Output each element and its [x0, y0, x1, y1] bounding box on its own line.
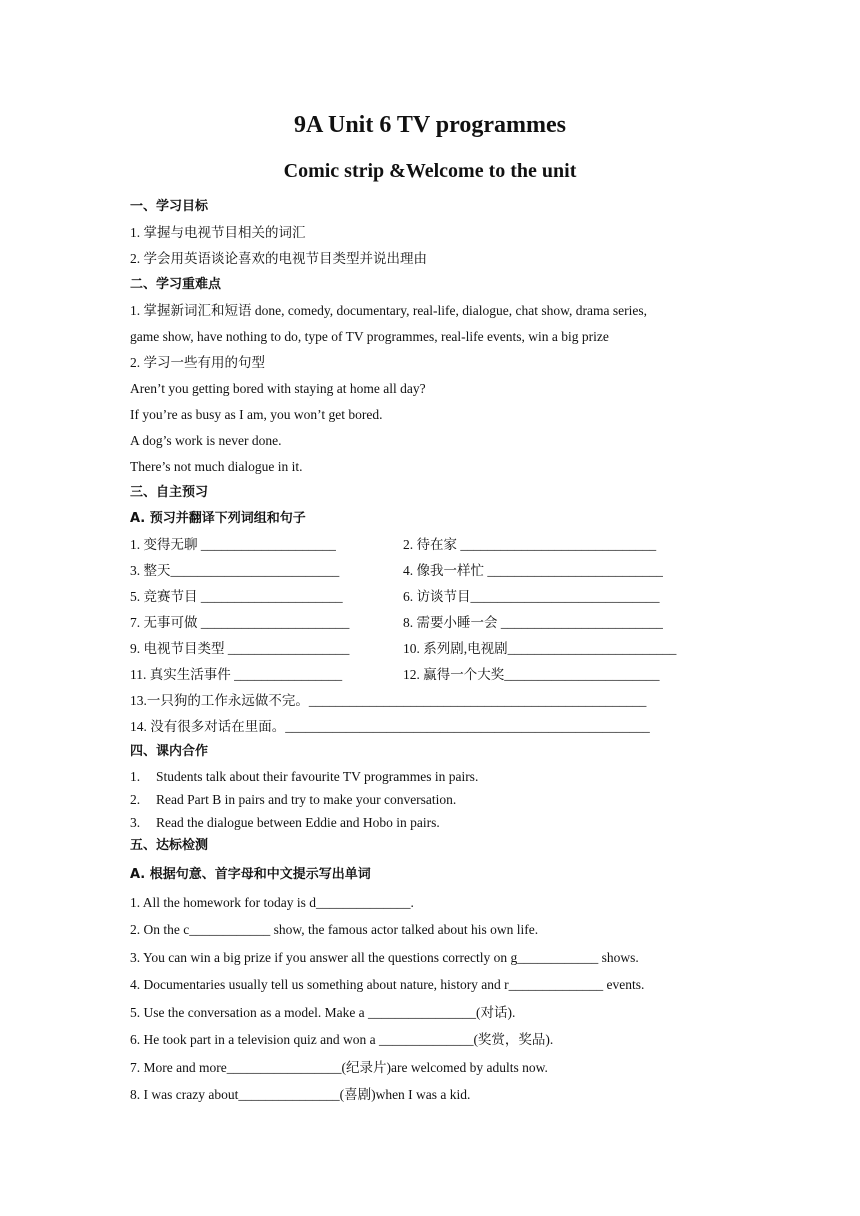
- translate-item: 3. 整天_________________________: [130, 563, 340, 578]
- translate-item: 6. 访谈节目____________________________: [403, 589, 660, 604]
- section-heading-goals: 一、学习目标: [130, 199, 209, 214]
- translate-item: 1. 变得无聊 ____________________: [130, 537, 336, 552]
- cooperation-item: [130, 814, 440, 832]
- translate-item: 9. 电视节目类型 __________________: [130, 641, 350, 656]
- sentence-pattern: A dog’s work is never done.: [130, 433, 282, 448]
- item-text: Read Part B in pairs and try to make your conversation.: [156, 792, 457, 807]
- exercise-item: 7. More and more_________________(纪录片)are welcomed by adults now.: [130, 1060, 548, 1075]
- translate-item: 7. 无事可做 ______________________: [130, 615, 350, 630]
- section-heading-cooperation: 四、课内合作: [130, 744, 209, 759]
- translate-item: 12. 赢得一个大奖_______________________: [403, 667, 660, 682]
- exercise-item: 2. On the c____________ show, the famous actor talked about his own life.: [130, 922, 539, 937]
- page-title: 9A Unit 6 TV programmes: [293, 112, 566, 138]
- exercise-item: 1. All the homework for today is d______________.: [130, 895, 414, 910]
- key-point-line: game show, have nothing to do, type of TV programmes, real-life events, win a big prize: [130, 329, 609, 344]
- translate-sentence: 14. 没有很多对话在里面。______________________________________________________: [130, 719, 650, 734]
- translate-item: 2. 待在家 _____________________________: [403, 537, 657, 552]
- section-heading-assessment: 五、达标检测: [130, 838, 209, 853]
- exercise-item: 3. You can win a big prize if you answer all the questions correctly on g____________ shows.: [130, 950, 639, 965]
- item-number: 2.: [130, 792, 141, 807]
- key-point-line: 1. 掌握新词汇和短语 done, comedy, documentary, real-life, dialogue, chat show, drama series,: [130, 303, 647, 318]
- exercise-item: 5. Use the conversation as a model. Make a ________________(对话).: [130, 1005, 516, 1020]
- sentence-pattern: If you’re as busy as I am, you won’t get bored.: [130, 407, 383, 422]
- cooperation-item: [130, 791, 456, 809]
- exercise-item: 4. Documentaries usually tell us something about nature, history and r______________ events.: [130, 977, 645, 992]
- translate-item: 10. 系列剧,电视剧_________________________: [403, 641, 677, 656]
- item-number: 3.: [130, 815, 141, 830]
- cooperation-item: [130, 768, 478, 786]
- item-number: 1.: [130, 769, 141, 784]
- sentence-pattern: Aren’t you getting bored with staying at home all day?: [130, 381, 426, 396]
- subsection-heading: A. 根据句意、首字母和中文提示写出单词: [130, 867, 371, 882]
- section-heading-preview: 三、自主预习: [130, 485, 209, 500]
- translate-item: 8. 需要小睡一会 ________________________: [403, 615, 663, 630]
- translate-item: 4. 像我一样忙 __________________________: [403, 563, 663, 578]
- key-point-line: 2. 学习一些有用的句型: [130, 355, 265, 370]
- subsection-heading: A. 预习并翻译下列词组和句子: [130, 511, 306, 526]
- item-text: Read the dialogue between Eddie and Hobo in pairs.: [156, 815, 440, 830]
- exercise-item: 6. He took part in a television quiz and won a ______________(奖赏，奖品).: [130, 1032, 554, 1047]
- translate-item: 11. 真实生活事件 ________________: [130, 667, 343, 682]
- goal-item: 1. 掌握与电视节目相关的词汇: [130, 225, 306, 240]
- translate-sentence: 13.一只狗的工作永远做不完。__________________________________________________: [130, 693, 647, 708]
- sentence-pattern: There’s not much dialogue in it.: [130, 459, 303, 474]
- item-text: Students talk about their favourite TV programmes in pairs.: [156, 769, 479, 784]
- translate-item: 5. 竞赛节目 _____________________: [130, 589, 343, 604]
- page-subtitle: Comic strip &Welcome to the unit: [283, 160, 577, 182]
- goal-item: 2. 学会用英语谈论喜欢的电视节目类型并说出理由: [130, 251, 427, 266]
- exercise-item: 8. I was crazy about_______________(喜剧)when I was a kid.: [130, 1087, 471, 1102]
- section-heading-key-points: 二、学习重难点: [130, 277, 222, 292]
